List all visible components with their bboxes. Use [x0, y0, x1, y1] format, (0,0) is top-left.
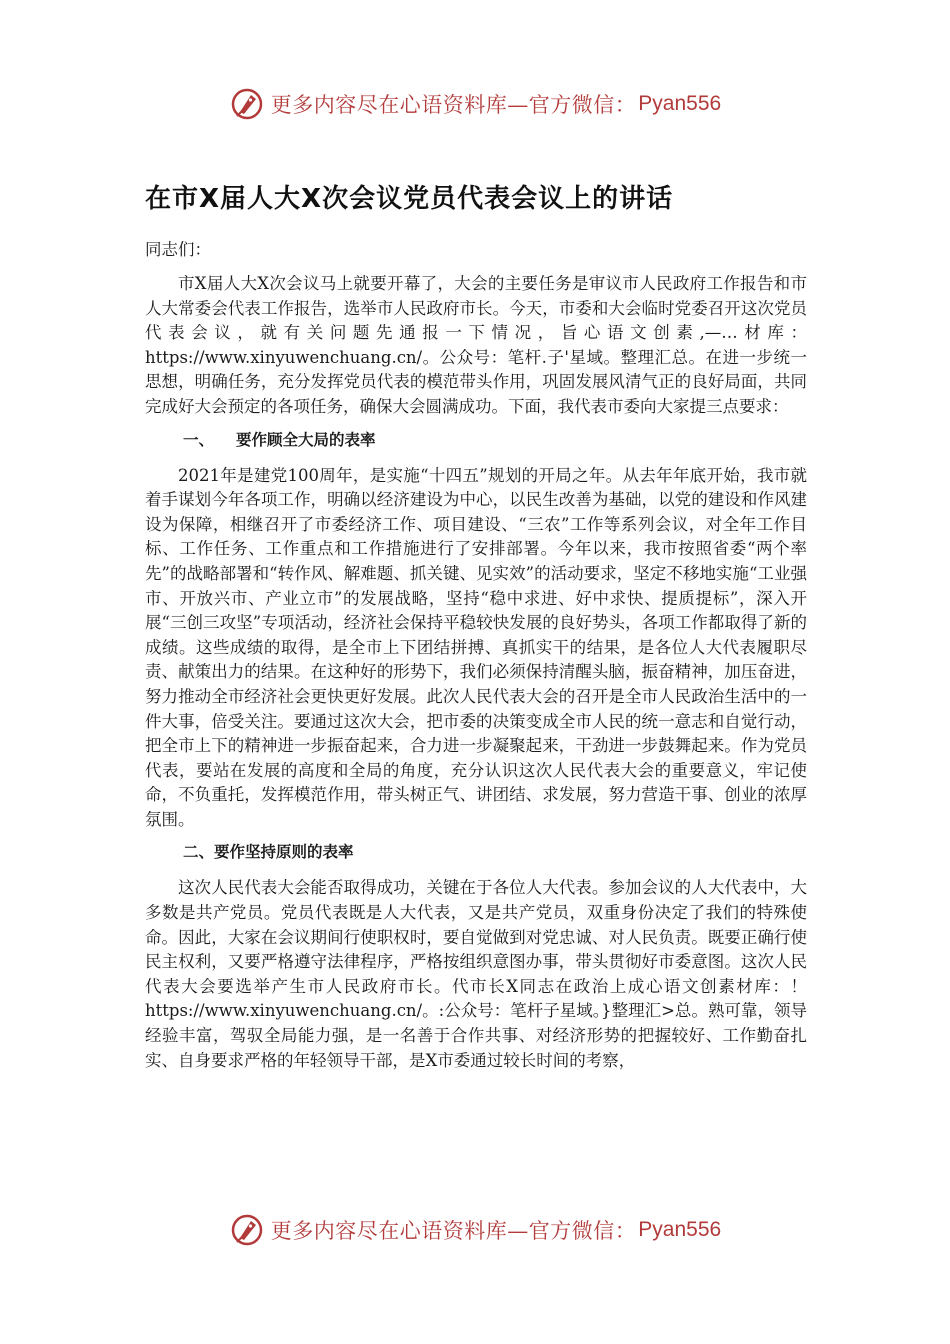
section-number-1: 一、 [183, 430, 215, 449]
banner-text: 更多内容尽在心语资料库—官方微信： [270, 1219, 637, 1243]
wechat-id: Pyan556 [638, 92, 722, 115]
watermark-banner-bottom [0, 1210, 950, 1250]
document-title: 在市X届人大X次会议党员代表会议上的讲话 [145, 184, 674, 214]
section-title-1: 要作顾全大局的表率 [236, 430, 376, 449]
wechat-id: Pyan556 [638, 1218, 722, 1241]
section-heading-1 [183, 428, 807, 452]
banner-text: 更多内容尽在心语资料库—官方微信： [270, 93, 637, 117]
section-title-2: 要作坚持原则的表率 [214, 843, 354, 862]
intro-paragraph: 市X届人大X次会议马上就要开幕了，大会的主要任务是审议市人民政府工作报告和市人大常委会代表工作报告，选举市人民政府市长。今天，市委和大会临时党委召开这次党员代表会议，就有关问题先通报一下情况，旨心语文创素,—…材库：https://www.xinyuwenchuang.cn/。公众号：笔杆.子'星域。整理汇总。在进一步统一思想，明确任务，充分发挥党员代表的模范带头作用，巩固发展风清气正的良好局面，共同完成好大会预定的各项任务，确保大会圆满成功。下面，我代表市委向大家提三点要求： [145, 274, 807, 416]
pen-nib-circle-icon [229, 1212, 265, 1248]
section-body-2: 这次人民代表大会能否取得成功，关键在于各位人大代表。参加会议的人大代表中，大多数是共产党员。党员代表既是人大代表，又是共产党员，双重身份决定了我们的特殊使命。因此，大家在会议期间行使职权时，要自觉做到对党忠诚、对人民负责。既要正确行使民主权利，又要严格遵守法律程序，严格按组织意图办事，带头贯彻好市委意图。这次人民代表大会要选举产生市人民政府市长。代市长X同志在政治上成心语文创素材库：！https://www.xinyuwenchuang.cn/。:公众号：笔杆子星域。}整理汇>总。熟可靠，领导经验丰富，驾驭全局能力强，是一名善于合作共事、对经济形势的把握较好、工作勤奋扎实、自身要求严格的年轻领导干部，是X市委通过较长时间的考察， [145, 878, 807, 1070]
section-body-1: 2021年是建党100周年，是实施“十四五”规划的开局之年。从去年年底开始，我市就着手谋划今年各项工作，明确以经济建设为中心，以民生改善为基础，以党的建设和作风建设为保障，相继召开了市委经济工作、项目建设、“三农”工作等系列会议，对全年工作目标、工作任务、工作重点和工作措施进行了安排部署。今年以来，我市按照省委“两个率先”的战略部署和“转作风、解难题、抓关键、见实效”的活动要求，坚定不移地实施“工业强市、开放兴市、产业立市”的发展战略，坚持“稳中求进、好中求快、提质提标”，深入开展“三创三攻坚”专项活动，经济社会保持平稳较快发展的良好势头，各项工作都取得了新的成绩。这些成绩的取得，是全市上下团结拼搏、真抓实干的结果，是各位人大代表履职尽责、献策出力的结果。在这种好的形势下，我们必须保持清醒头脑，振奋精神，加压奋进，努力推动全市经济社会更快更好发展。此次人民代表大会的召开是全市人民政治生活中的一件大事，倍受关注。要通过这次大会，把市委的决策变成全市人民的统一意志和自觉行动，把全市上下的精神进一步振奋起来，合力进一步凝聚起来，干劲进一步鼓舞起来。作为党员代表，要站在发展的高度和全局的角度，充分认识这次人民代表大会的重要意义，牢记使命，不负重托，发挥模范作用，带头树正气、讲团结、求发展，努力营造干事、创业的浓厚氛围。 [145, 465, 807, 829]
pen-nib-circle-icon [229, 86, 265, 122]
section-heading-2 [183, 840, 807, 864]
watermark-banner-top [0, 84, 950, 124]
document-page [145, 170, 807, 1081]
section-number-2: 二、 [183, 843, 215, 862]
salutation: 同志们： [145, 240, 211, 259]
